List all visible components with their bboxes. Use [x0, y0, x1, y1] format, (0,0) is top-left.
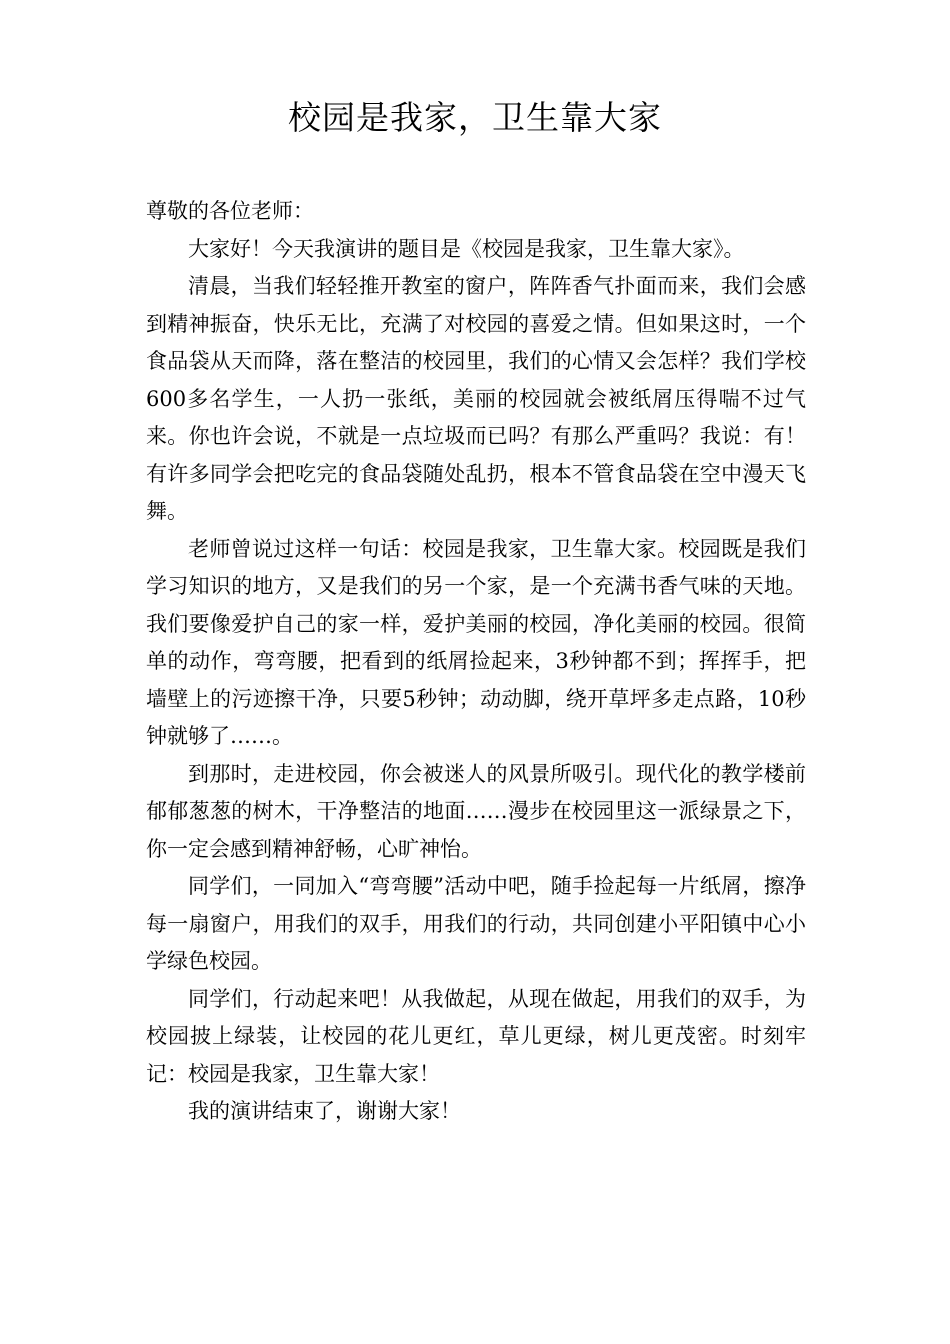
paragraph-join-activity: 同学们，一同加入“弯弯腰”活动中吧，随手捡起每一片纸屑，擦净每一扇窗户，用我们的双手，用我们的行动，共同创建小平阳镇中心小学绿色校园。 [146, 874, 806, 973]
paragraph-closing: 我的演讲结束了，谢谢大家！ [188, 1099, 461, 1123]
paragraph-morning: 清晨，当我们轻轻推开教室的窗户，阵阵香气扑面而来，我们会感到精神振奋，快乐无比，充满了对校园的喜爱之情。但如果这时，一个食品袋从天而降，落在整洁的校园里，我们的心情又会怎样？我们学校600多名学生，一人扔一张纸，美丽的校园就会被纸屑压得喘不过气来。你也许会说，不就是一点垃圾而已吗？有那么严重吗？我说：有！有许多同学会把吃完的食品袋随处乱扔，根本不管食品袋在空中漫天飞舞。 [146, 274, 806, 523]
document-title: 校园是我家，卫生靠大家 [288, 98, 662, 137]
salutation: 尊敬的各位老师： [146, 199, 314, 223]
document-body [146, 193, 806, 1131]
paragraph-greeting: 大家好！今天我演讲的题目是《校园是我家，卫生靠大家》。 [188, 236, 745, 261]
paragraph-call-to-action: 同学们，行动起来吧！从我做起，从现在做起，用我们的双手，为校园披上绿装，让校园的花儿更红，草儿更绿，树儿更茂密。时刻牢记：校园是我家，卫生靠大家！ [146, 986, 806, 1086]
paragraph-teacher-quote: 老师曾说过这样一句话：校园是我家，卫生靠大家。校园既是我们学习知识的地方，又是我们的另一个家，是一个充满书香气味的天地。我们要像爱护自己的家一样，爱护美丽的校园，净化美丽的校园。很简单的动作，弯弯腰，把看到的纸屑捡起来，3秒钟都不到；挥挥手，把墙壁上的污迹擦干净，只要5秒钟；动动脚，绕开草坪多走点路，10秒钟就够了……。 [146, 536, 806, 748]
paragraph-scenery: 到那时，走进校园，你会被迷人的风景所吸引。现代化的教学楼前郁郁葱葱的树木，干净整洁的地面……漫步在校园里这一派绿景之下，你一定会感到精神舒畅，心旷神怡。 [146, 761, 806, 861]
